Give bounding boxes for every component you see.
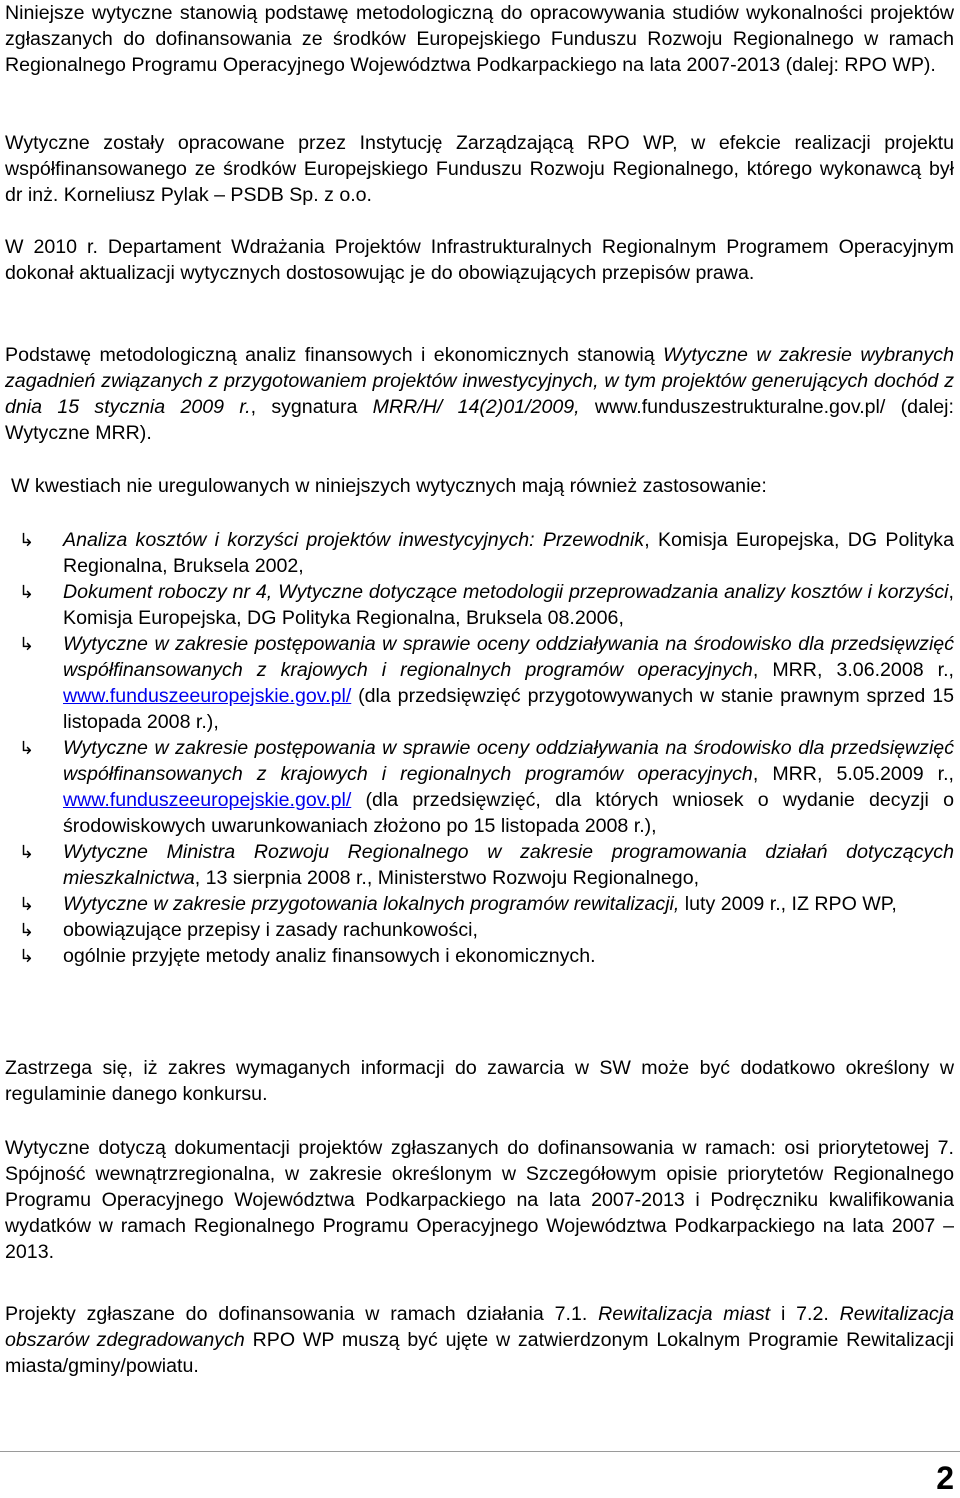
list-item — [5, 579, 954, 631]
arrow-bullet-icon: ↳ — [19, 894, 35, 914]
revitalization-paragraph — [5, 1301, 954, 1379]
arrow-bullet-icon: ↳ — [19, 842, 35, 862]
priority-axis-paragraph — [5, 1135, 954, 1265]
list-item — [5, 917, 954, 943]
paragraph-text: Wytyczne dotyczą dokumentacji projektów zgłaszanych do dofinansowania w ramach: osi priorytetowej 7. Spójność wewnątrzregionalna, w zakresie określonym w Szczegółowym opisie priorytetów Regionalnego Programu Operacyjnego Województwa Podkarpackiego na lata 2007-2013 i Podręczniku kwalifikowania wydatków w ramach Regionalnego Programu Operacyjnego Województwa Podkarpackiego na lata 2007 – 2013. — [5, 1137, 954, 1263]
list-item — [5, 943, 954, 969]
item-text: (dla przedsięwzięć, dla których wniosek o wydanie decyzji o środowiskowych uwarunkowaniach złożono po 15 listopada 2008 r.), — [63, 789, 954, 837]
paragraph-text: Niniejsze wytyczne stanowią podstawę metodologiczną do opracowywania studiów wykonalności projektów zgłaszanych do dofinansowania ze środków Europejskiego Funduszu Rozwoju Regionalnego w ramach Regionalnego Programu Operacyjnego Województwa Podkarpackiego na lata 2007-2013 (dalej: RPO WP). — [5, 2, 954, 76]
arrow-bullet-icon: ↳ — [19, 530, 35, 550]
item-title: Analiza kosztów i korzyści projektów inwestycyjnych: Przewodnik — [63, 529, 645, 551]
item-title: Wytyczne w zakresie postępowania w sprawie oceny oddziaływania na środowisko dla przedsięwzięć współfinansowanych z krajowych i regionalnych programów operacyjnych — [63, 633, 954, 681]
text-run: i 7.2. — [770, 1303, 840, 1325]
funduszeeuropejskie-link[interactable]: www.funduszeeuropejskie.gov.pl/ — [63, 789, 352, 811]
paragraph-text: W 2010 r. Departament Wdrażania Projektów Infrastrukturalnych Regionalnym Programem Operacyjnym dokonał aktualizacji wytycznych dostosowując je do obowiązujących przepisów prawa. — [5, 236, 954, 284]
item-text: , Komisja Europejska, DG Polityka Regionalna, Bruksela 2002, — [63, 529, 954, 577]
list-item — [5, 527, 954, 579]
scope-paragraph — [5, 1055, 954, 1107]
methodology-paragraph — [5, 342, 954, 446]
item-title: Wytyczne w zakresie postępowania w sprawie oceny oddziaływania na środowisko dla przedsięwzięć współfinansowanych z krajowych i regionalnych programów operacyjnych — [63, 737, 954, 785]
item-title: Wytyczne Ministra Rozwoju Regionalnego w zakresie programowania działań dotyczących mieszkalnictwa — [63, 841, 954, 889]
italic-title: Rewitalizacja miast — [598, 1303, 771, 1325]
list-item — [5, 631, 954, 735]
list-item — [5, 891, 954, 917]
list-item — [5, 735, 954, 839]
text-run: Podstawę metodologiczną analiz finansowych i ekonomicznych stanowią — [5, 344, 664, 366]
arrow-bullet-icon: ↳ — [19, 634, 35, 654]
item-text: luty 2009 r., IZ RPO WP, — [679, 893, 897, 915]
list-item — [5, 839, 954, 891]
item-text: , 13 sierpnia 2008 r., Ministerstwo Rozwoju Regionalnego, — [194, 867, 700, 889]
page-number: 2 — [936, 1460, 954, 1496]
text-run: www.funduszestrukturalne.gov.pl/ (dalej: Wytyczne MRR). — [5, 396, 954, 444]
item-title: Wytyczne w zakresie przygotowania lokalnych programów rewitalizacji, — [63, 893, 680, 915]
list-intro — [11, 473, 954, 499]
item-text: (dla przedsięwzięć przygotowywanych w stanie prawnym sprzed 15 listopada 2008 r.), — [63, 685, 954, 733]
item-text: ogólnie przyjęte metody analiz finansowych i ekonomicznych. — [63, 945, 596, 967]
italic-title: Rewitalizacja obszarów zdegradowanych — [5, 1303, 954, 1351]
item-text: , MRR, 3.06.2008 r., — [752, 659, 955, 681]
paragraph-text: W kwestiach nie uregulowanych w niniejszych wytycznych mają również zastosowanie: — [11, 475, 767, 497]
arrow-bullet-icon: ↳ — [19, 946, 35, 966]
item-title: Dokument roboczy nr 4, Wytyczne dotyczące metodologii przeprowadzania analizy kosztów i korzyści — [63, 581, 949, 603]
paragraph-text — [5, 1301, 954, 1379]
update-paragraph — [5, 234, 954, 286]
arrow-bullet-icon: ↳ — [19, 582, 35, 602]
text-run: RPO WP muszą być ujęte w zatwierdzonym Lokalnym Programie Rewitalizacji miasta/gminy/powiatu. — [5, 1329, 954, 1377]
text-run: , sygnatura — [250, 396, 373, 418]
funduszeeuropejskie-link[interactable]: www.funduszeeuropejskie.gov.pl/ — [63, 685, 352, 707]
arrow-bullet-icon: ↳ — [19, 920, 35, 940]
arrow-bullet-icon: ↳ — [19, 738, 35, 758]
italic-title: Wytyczne w zakresie wybranych zagadnień związanych z przygotowaniem projektów inwestycyjnych, w tym projektów generujących dochód z dnia 15 stycznia 2009 r. — [5, 344, 954, 418]
intro-paragraph — [5, 0, 954, 78]
references-list — [5, 527, 954, 969]
paragraph-text: Wytyczne zostały opracowane przez Instytucję Zarządzającą RPO WP, w efekcie realizacji projektu współfinansowanego ze środków Europejskiego Funduszu Rozwoju Regionalnego, którego wykonawcą był dr inż. Korneliusz Pylak – PSDB Sp. z o.o. — [5, 132, 954, 206]
item-text: , MRR, 5.05.2009 r., — [752, 763, 955, 785]
italic-signature: MRR/H/ 14(2)01/2009, — [372, 396, 580, 418]
authors-paragraph — [5, 130, 954, 208]
text-run: Projekty zgłaszane do dofinansowania w ramach działania 7.1. — [5, 1303, 599, 1325]
paragraph-text: Zastrzega się, iż zakres wymaganych informacji do zawarcia w SW może być dodatkowo określony w regulaminie danego konkursu. — [5, 1057, 954, 1105]
item-text: obowiązujące przepisy i zasady rachunkowości, — [63, 919, 478, 941]
item-text: , Komisja Europejska, DG Polityka Regionalna, Bruksela 08.2006, — [63, 581, 954, 629]
paragraph-text — [5, 342, 954, 446]
footer-divider — [0, 1451, 960, 1452]
